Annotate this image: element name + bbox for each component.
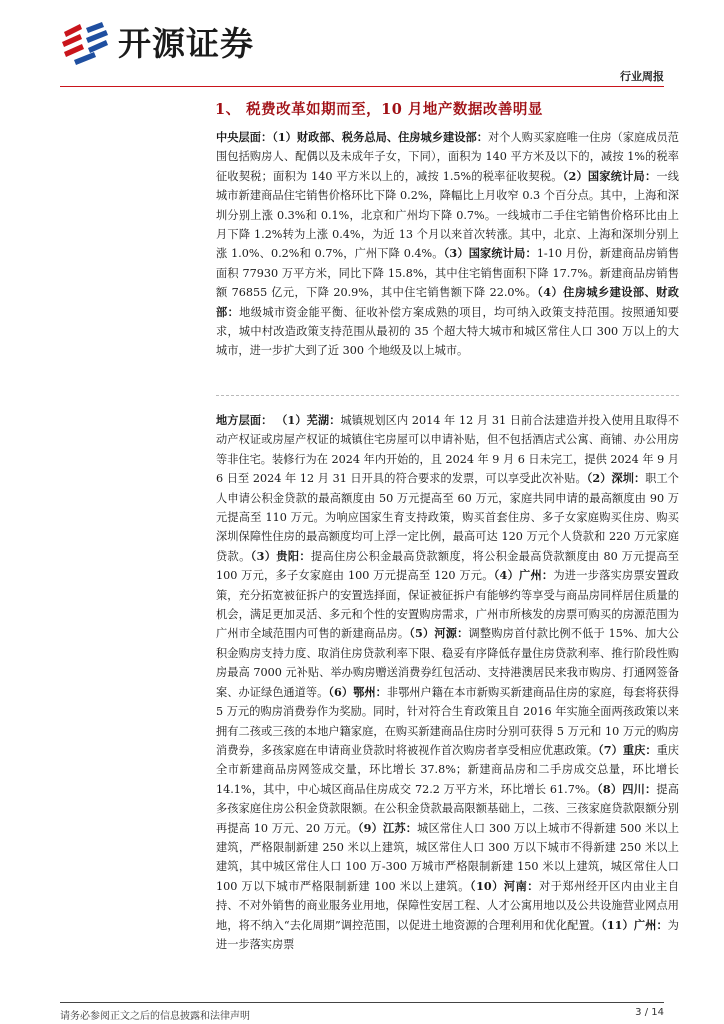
page-header bbox=[0, 0, 724, 90]
local-item-text: 提高住房公积金最高贷款额度，将公积金最高贷款额度由 80 万元提高至 100 万元，多子女家庭由 100 万元提高至 120 万元。 bbox=[216, 549, 679, 583]
local-item-text: 对于郑州经开区内由业主自持、不对外销售的商业服务业用地，保障性安居工程、人才公寓用地以及公共设施营业网点用地，将不纳入“去化周期”调控范围，以促进土地资源的合理利用和优化配置。 bbox=[216, 879, 679, 932]
page-number: 3 / 14 bbox=[635, 1007, 664, 1018]
local-item-text: 为进一步落实房票安置政策，充分拓宽被征拆户的安置选择面，保证被征拆户有能够约等享受与商品房同样居住质量的机会，满足更加灵活、多元和个性的安置购房需求，广州市所核发的房票可购买的房源范围为广州市全域范围内可售的新建商品房。 bbox=[216, 569, 679, 641]
central-item-text: 对个人购买家庭唯一住房（家庭成员范围包括购房人、配偶以及未成年子女，下同），面积为 140 平方米及以下的，减按 1%的税率征收契税；面积为 140 平方米以上的，减按 1.5%的税率征收契税。 bbox=[216, 131, 679, 183]
central-item-text: 地级城市资金能平衡、征收补偿方案成熟的项目，均可纳入政策支持范围。按照通知要求，城中村改造政策支持范围从最初的 35 个超大特大城市和城区常住人口 300 万以上的大城市，进一步扩大到了近 300 个地级及以上城市。 bbox=[216, 305, 679, 358]
central-item-text: 一线城市新建商品住宅销售价格环比下降 0.2%，降幅比上月收窄 0.3 个百分点。其中，上海和深圳分别上涨 0.3%和 0.1%，北京和广州均下降 0.7%。一线城市二手住宅销售价格环比由上月下降 1.2%转为上涨 0.4%，为近 13 个月以来首次转涨。其中，北京、上海和深圳分别上涨 1.0%、0.2%和 0.7%，广州下降 0.4%。 bbox=[216, 169, 679, 261]
central-item-tag: （1）财政部、税务总局、住房城乡建设部： bbox=[272, 130, 488, 144]
local-item-text: 提高多孩家庭住房公积金贷款限额。在公积金贷款最高限额基础上，二孩、三孩家庭贷款限额分别再提高 10 万元、20 万元。 bbox=[216, 782, 679, 835]
section-title: 1、 税费改革如期而至，10 月地产数据改善明显 bbox=[215, 101, 543, 118]
footer-disclaimer: 请务必参阅正文之后的信息披露和法律声明 bbox=[60, 1011, 250, 1022]
local-lead: 地方层面： bbox=[216, 413, 273, 427]
central-item-text: 1-10 月份，新建商品房销售面积 77930 万平方米，同比下降 15.8%，其中住宅销售面积下降 17.7%。新建商品房销售额 76855 亿元，下降 20.9%，其中住宅销售额下降 22.0%。 bbox=[216, 247, 680, 300]
local-item-tag: （7）重庆： bbox=[598, 742, 657, 757]
section-divider bbox=[216, 395, 679, 396]
local-item-tag: （3）贵阳： bbox=[250, 548, 311, 563]
local-item-text: 城镇规划区内 2014 年 12 月 31 日前合法建造并投入使用且取得不动产权证或房屋产权证的城镇住宅房屋可以申请补贴，但不包括酒店式公寓、商铺、办公用房等非住宅。装修行为在 2024 年内开始的，且 2024 年 9 月 6 日未完工，提供 2024 年 9 月 6 日至 2024 年 12 月 31 日开具的符合要求的发票，可以享受此次补贴。 bbox=[216, 414, 680, 486]
central-lead: 中央层面： bbox=[216, 130, 273, 144]
local-item-tag: （2）深圳： bbox=[586, 471, 646, 486]
local-policy-paragraph bbox=[216, 411, 679, 954]
local-item-tag: （6）鄂州： bbox=[328, 684, 387, 699]
local-item-text: 非鄂州户籍在本市新购买新建商品住房的家庭，每套将获得 5 万元的购房消费券作为奖励。同时，针对符合生育政策且自 2016 年实施全面两孩政策以来拥有二孩或三孩的本地户籍家庭，在购买新建商品住房时分别可获得 5 万元和 10 万元的购房消费券，多孩家庭在申请商业贷款时将被视作首次购房者享受相应优惠政策。 bbox=[216, 685, 679, 757]
header-divider bbox=[60, 86, 664, 87]
page-footer bbox=[60, 1002, 664, 1023]
central-item-tag: （3）国家统计局： bbox=[443, 246, 537, 261]
local-item-tag: （8）四川： bbox=[597, 781, 657, 796]
local-item-tag: （11）广州： bbox=[601, 917, 668, 932]
central-item-tag: （2）国家统计局： bbox=[562, 168, 657, 183]
local-item-tag: （10）河南： bbox=[469, 878, 539, 893]
local-item-text: 重庆全市新建商品房网签成交量，环比增长 37.8%；新建商品房和二手房成交总量，环比增长 14.1%，其中，中心城区商品住房成交 72.2 万平方米，环比增长 61.7%。 bbox=[216, 743, 679, 796]
central-policy-paragraph bbox=[216, 128, 679, 361]
local-item-tag: （1）芜湖： bbox=[276, 413, 341, 427]
local-item-tag: （5）河源： bbox=[409, 626, 469, 641]
local-item-text: 为进一步落实房票 bbox=[216, 918, 679, 951]
brand-name: 开源证券 bbox=[118, 24, 254, 63]
local-item-text: 城区常住人口 300 万以上城市不得新建 500 米以上建筑，严格限制新建 250 米以上建筑，城区常住人口 300 万以下城市不得新建 250 米以上建筑，其中城区常住人口 100 万-300 万城市严格限制新建 150 米以上建筑，城区常住人口 100 万以下城市严格限制新建 100 米以上建筑。 bbox=[216, 821, 680, 893]
central-item-tag: （4）住房城乡建设部、财政部： bbox=[216, 285, 679, 319]
local-item-tag: （4）广州： bbox=[493, 568, 554, 583]
local-item-text: 职工个人申请公积金贷款的最高额度由 50 万元提高至 60 万元，家庭共同申请的最高额度由 90 万元提高至 110 万元。为响应国家生育支持政策，购买首套住房、多子女家庭购买住房、购买深圳保障性住房的最高额度均可上浮一定比例，最高可达 120 万元个人贷款和 220 万元家庭贷款。 bbox=[216, 472, 679, 563]
report-type-label: 行业周报 bbox=[620, 70, 664, 83]
local-item-tag: （9）江苏： bbox=[357, 820, 418, 835]
local-item-text: 调整购房首付款比例不低于 15%、加大公积金购房支持力度、取消住房贷款利率下限、稳妥有序降低存量住房贷款利率、推行阶段性购房最高 7000 元补贴、举办购房赠送消费券红包活动、支持港澳居民来我市购房、打通网签备案、办证绿色通道等。 bbox=[216, 627, 679, 699]
brand-logo-icon bbox=[60, 22, 112, 66]
brand-logo bbox=[60, 20, 280, 70]
